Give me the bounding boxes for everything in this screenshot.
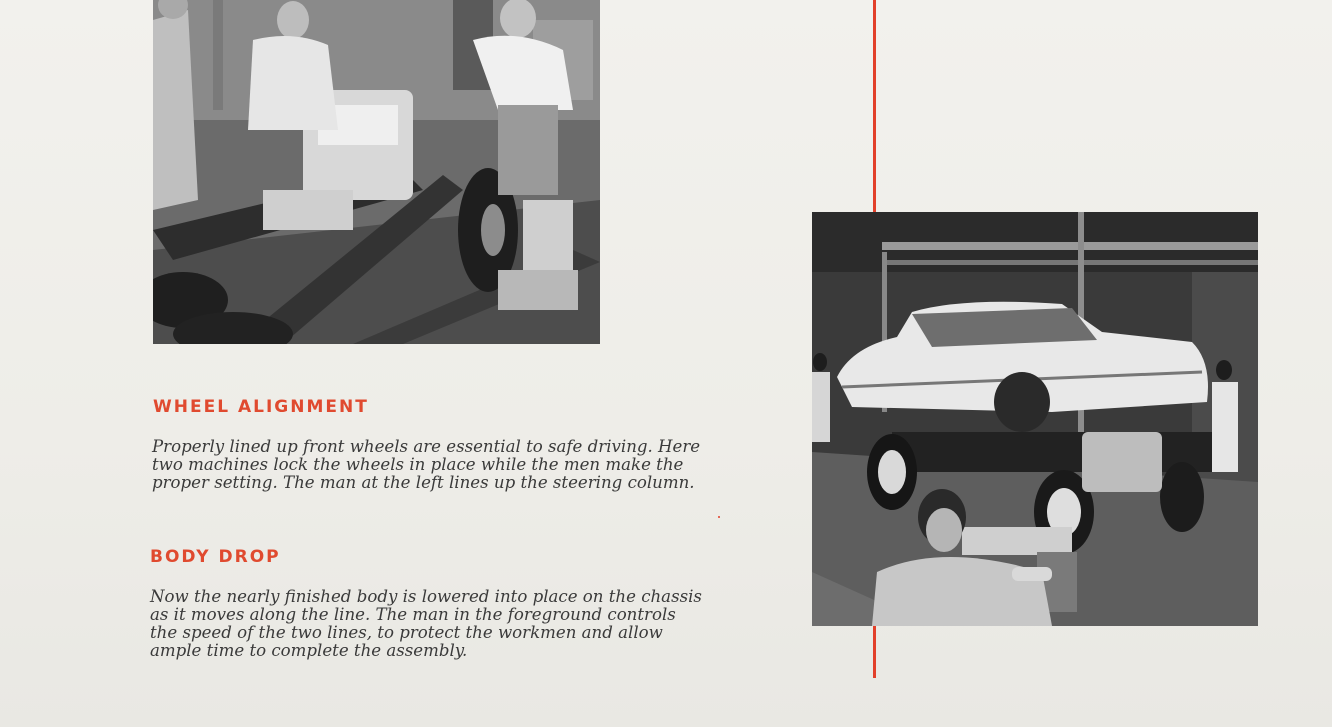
body-drop-photo xyxy=(812,212,1258,626)
caption-line: Properly lined up front wheels are essential to safe driving. Here xyxy=(152,437,701,456)
ink-speck xyxy=(718,516,720,518)
red-divider-line-top xyxy=(873,0,876,212)
wheel-alignment-caption xyxy=(152,437,701,492)
body-drop-heading: BODY DROP xyxy=(150,547,281,567)
wheel-alignment-photo xyxy=(153,0,600,344)
wheel-alignment-heading: WHEEL ALIGNMENT xyxy=(153,397,369,417)
caption-line: the speed of the two lines, to protect the workmen and allow xyxy=(150,623,663,642)
caption-line: two machines lock the wheels in place while the men make the xyxy=(152,455,684,474)
red-divider-line-bottom xyxy=(873,626,876,678)
caption-line: ample time to complete the assembly. xyxy=(150,641,468,660)
caption-line: proper setting. The man at the left lines up the steering column. xyxy=(152,473,695,492)
caption-line: as it moves along the line. The man in the foreground controls xyxy=(150,605,676,624)
caption-line: Now the nearly finished body is lowered into place on the chassis xyxy=(150,587,702,606)
body-drop-caption xyxy=(150,587,702,660)
